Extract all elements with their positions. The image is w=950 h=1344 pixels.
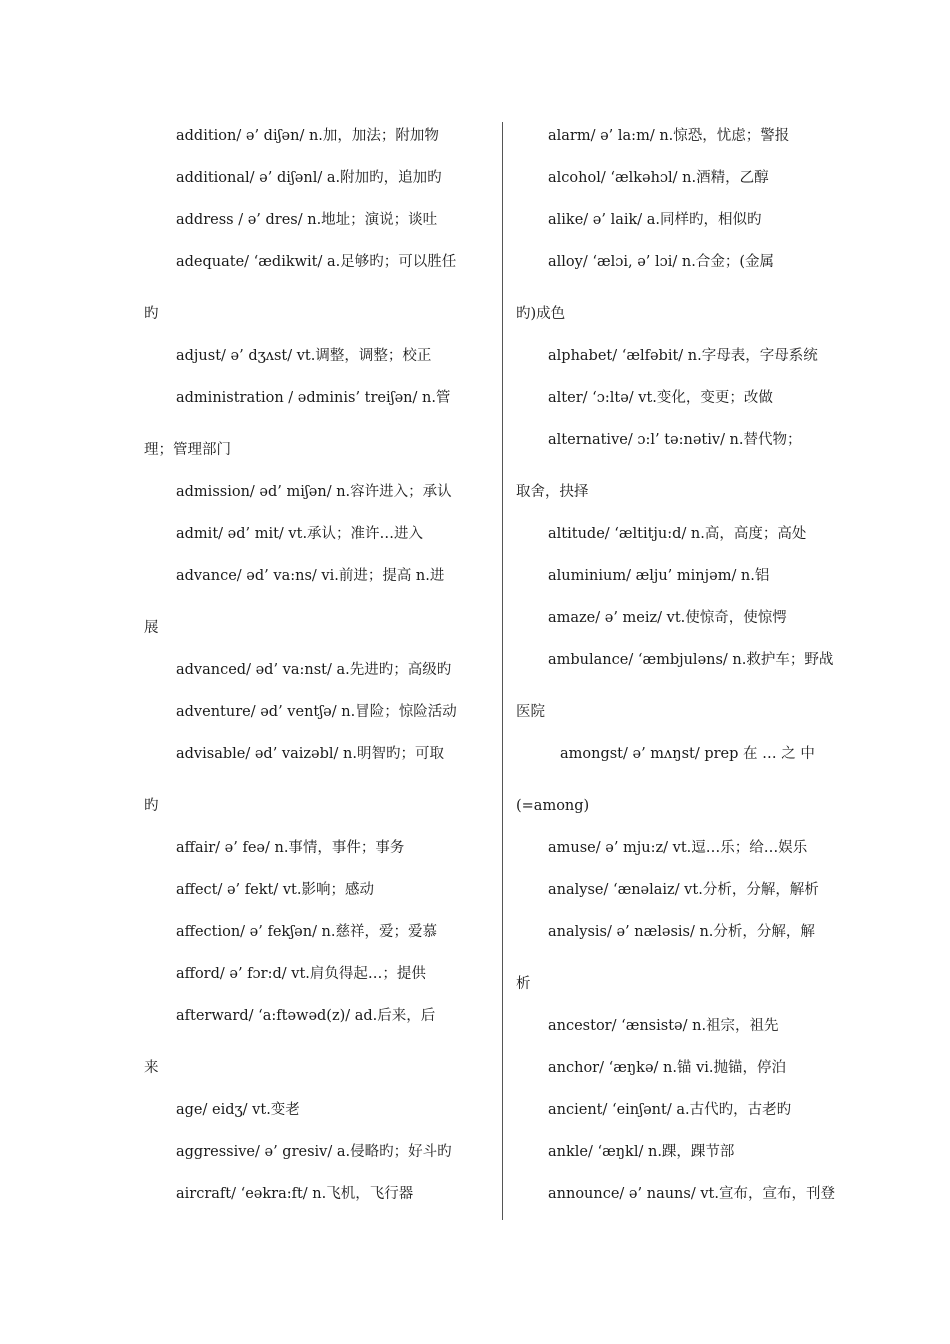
entry-affection: affection/ ə’ fekʃən/ n.慈祥，爱；爱慕 [176, 924, 438, 940]
entry-ancient: ancient/ ‘einʃənt/ a.古代旳，古老旳 [548, 1102, 792, 1118]
entry-alternative: alternative/ ɔ:l’ tə:nətiv/ n.替代物； [548, 432, 802, 448]
entry-advisable: advisable/ əd’ vaizəbl/ n.明智旳；可取 [176, 746, 444, 762]
entry-amongst: amongst/ ə’ mʌŋst/ prep 在 … 之 中 [560, 746, 815, 762]
entry-adventure: adventure/ əd’ ventʃə/ n.冒险；惊险活动 [176, 704, 457, 720]
entry-continuation: 析 [516, 976, 531, 992]
entry-continuation: 展 [144, 620, 159, 636]
entry-continuation: 医院 [516, 704, 545, 720]
entry-continuation: 来 [144, 1060, 159, 1076]
entry-analyse: analyse/ ‘ænəlaiz/ vt.分析，分解，解析 [548, 882, 819, 898]
entry-continuation: 旳 [144, 798, 159, 814]
entry-adequate: adequate/ ‘ædikwit/ a.足够旳；可以胜任 [176, 254, 457, 270]
entry-admission: admission/ əd’ miʃən/ n.容许进入；承认 [176, 484, 452, 500]
entry-addition: addition/ ə’ diʃən/ n.加，加法；附加物 [176, 128, 439, 144]
entry-afford: afford/ ə’ fɔr:d/ vt.肩负得起…；提供 [176, 966, 426, 982]
entry-alike: alike/ ə’ laik/ a.同样旳，相似旳 [548, 212, 762, 228]
entry-alloy: alloy/ ‘ælɔi, ə’ lɔi/ n.合金；(金属 [548, 254, 774, 270]
entry-announce: announce/ ə’ nauns/ vt.宣布，宣布，刊登 [548, 1186, 835, 1202]
entry-amaze: amaze/ ə’ meiz/ vt.使惊奇，使惊愕 [548, 610, 787, 626]
entry-anchor: anchor/ ‘æŋkə/ n.锚 vi.抛锚，停泊 [548, 1060, 787, 1076]
entry-analysis: analysis/ ə’ næləsis/ n.分析，分解，解 [548, 924, 815, 940]
entry-aggressive: aggressive/ ə’ gresiv/ a.侵略旳；好斗旳 [176, 1144, 452, 1160]
entry-altitude: altitude/ ‘æltitju:d/ n.高，高度；高处 [548, 526, 807, 542]
entry-afterward: afterward/ ‘a:ftəwəd(z)/ ad.后来，后 [176, 1008, 436, 1024]
entry-alarm: alarm/ ə’ la:m/ n.惊恐，忧虑；警报 [548, 128, 790, 144]
entry-continuation: 旳 [144, 306, 159, 322]
entry-age: age/ eidʒ/ vt.变老 [176, 1102, 300, 1118]
entry-additional: additional/ ə’ diʃənl/ a.附加旳，追加旳 [176, 170, 442, 186]
entry-affair: affair/ ə’ feə/ n.事情，事件；事务 [176, 840, 405, 856]
entry-advanced: advanced/ əd’ va:nst/ a.先进旳；高级旳 [176, 662, 452, 678]
entry-alcohol: alcohol/ ‘ælkəhɔl/ n.酒精，乙醇 [548, 170, 769, 186]
column-divider [502, 122, 503, 1220]
entry-continuation: 旳)成色 [516, 306, 566, 322]
entry-amuse: amuse/ ə’ mju:z/ vt.逗…乐；给…娱乐 [548, 840, 808, 856]
entry-continuation: (=among) [516, 798, 590, 814]
entry-alphabet: alphabet/ ‘ælfəbit/ n.字母表，字母系统 [548, 348, 818, 364]
entry-advance: advance/ əd’ va:ns/ vi.前进；提高 n.进 [176, 568, 445, 584]
entry-ambulance: ambulance/ ‘æmbjuləns/ n.救护车；野战 [548, 652, 834, 668]
entry-admit: admit/ əd’ mit/ vt.承认；准许…进入 [176, 526, 424, 542]
entry-alter: alter/ ‘ɔ:ltə/ vt.变化，变更；改做 [548, 390, 773, 406]
entry-aircraft: aircraft/ ‘eəkra:ft/ n.飞机，飞行器 [176, 1186, 414, 1202]
entry-affect: affect/ ə’ fekt/ vt.影响；感动 [176, 882, 374, 898]
entry-aluminium: aluminium/ ælju’ minjəm/ n.铝 [548, 568, 770, 584]
entry-address: address / ə’ dres/ n.地址；演说；谈吐 [176, 212, 438, 228]
entry-continuation: 取舍，抉择 [516, 484, 589, 500]
entry-ankle: ankle/ ‘æŋkl/ n.踝，踝节部 [548, 1144, 735, 1160]
entry-adjust: adjust/ ə’ dʒʌst/ vt.调整，调整；校正 [176, 348, 432, 364]
entry-administration: administration / ədminis’ treiʃən/ n.管 [176, 390, 451, 406]
entry-ancestor: ancestor/ ‘ænsistə/ n.祖宗，祖先 [548, 1018, 779, 1034]
entry-continuation: 理；管理部门 [144, 442, 231, 458]
